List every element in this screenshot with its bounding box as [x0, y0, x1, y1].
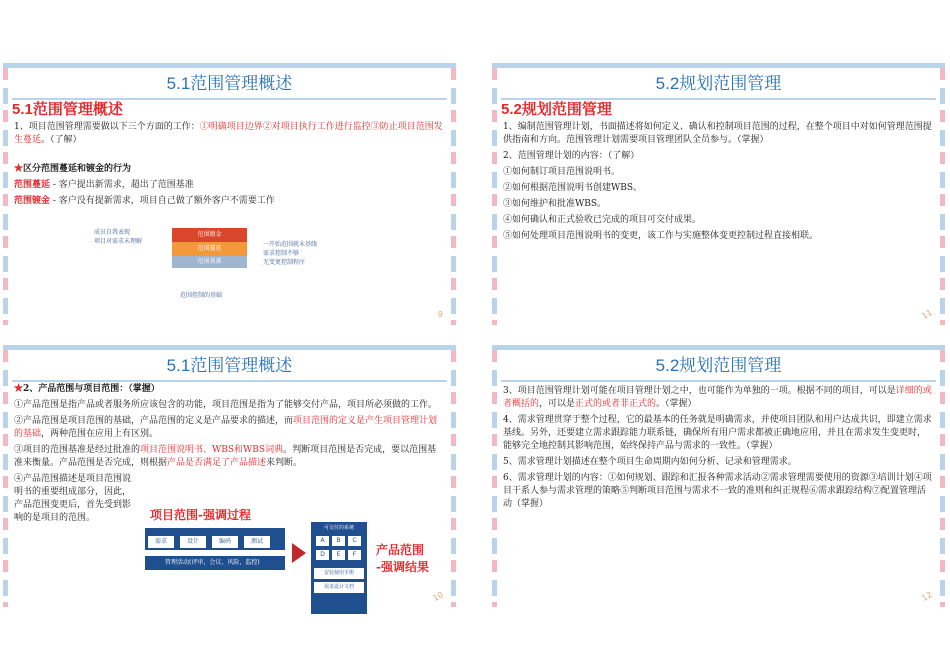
project-scope-label: 项目范围-强调过程 — [150, 508, 251, 522]
list-item: ⑤如何处理项目范围说明书的变更，该工作与实施整体变更控制过程直接相联。 — [503, 231, 819, 241]
page-number: 11 — [920, 308, 934, 321]
grid-footer: 安装使用手册 — [314, 568, 364, 579]
page-number: 9 — [437, 310, 443, 319]
slide-title: 5.2规划范围管理 — [655, 74, 782, 93]
slide-title: 5.1范围管理概述 — [166, 356, 293, 375]
section-heading: ★2、产品范围与项目范围：（掌握） — [14, 384, 160, 394]
paragraph-3: ③项目的范围基准是经过批准的项目范围说明书、WBS和WBS词典。判断项目范围是否完成，要以范围基准来衡量。产品范围是否完成，则根据产品是否满足了产品描述来判断。 — [14, 445, 437, 468]
management-activities: 管理活动(评审，会议，风险，监控) — [145, 556, 285, 570]
diagram-bottom-label: 范围控制的基础 — [180, 292, 223, 299]
diagram-right-note: 一开始范围就未基线 需求控制不够 无变更控制程序 — [263, 241, 318, 266]
grid-cell: A — [316, 536, 329, 546]
para-text: 1、项目范围管理需要做以下三个方面的工作： — [14, 122, 200, 132]
paragraph-4: ④产品范围描述是项目范围说明书的重要组成部分，因此，产品范围变更后，首先受到影响的是项目的范围。 — [14, 474, 132, 523]
paragraph-4: 4、需求管理贯穿于整个过程，它的最基本的任务就是明确需求，并使项目团队和用户达成共识，即建立需求基线。另外，还要建立需求跟踪能力联系链，确保所有用户需求都被正确地应用，并且在需求发生变更时，能够完全地控制其影响范围，始终保持产品与需求的一致性。（掌握） — [503, 415, 932, 451]
creep-line: 范围蔓延 - 客户提出新需求，超出了范围基准 — [14, 180, 194, 190]
grid-cell: D — [316, 550, 329, 560]
paragraph-1 — [14, 121, 445, 147]
title-divider — [501, 98, 936, 100]
product-scope-label: 产品范围 -强调结果 — [376, 543, 429, 574]
slide-11 — [492, 63, 945, 325]
title-divider — [501, 380, 936, 382]
flow-step: 设计 — [180, 536, 206, 548]
title-divider — [12, 98, 447, 100]
title-divider — [12, 380, 447, 382]
slide-subtitle: 5.1范围管理概述 — [12, 101, 123, 118]
grid-footer: 需求设计文档 — [314, 582, 364, 593]
layer-gold: 范围镀金 — [172, 228, 247, 242]
star-heading: ★区分范围蔓延和镀金的行为 — [14, 164, 132, 174]
flow-step: 编码 — [212, 536, 238, 548]
para-text-end: 。（了解） — [41, 135, 82, 145]
grid-cell: E — [332, 550, 345, 560]
gold-line: 范围镀金 - 客户没有提新需求，项目自己做了额外客户不需要工作 — [14, 196, 275, 206]
grid-cell: C — [348, 536, 361, 546]
layer-creep: 范围蔓延 — [172, 242, 247, 256]
list-item: ①如何制订项目范围说明书。 — [503, 167, 621, 177]
deliverable-system — [311, 522, 367, 614]
list-item: ④如何确认和正式验收已完成的项目可交付成果。 — [503, 215, 702, 225]
slide-12 — [492, 345, 945, 607]
page-number: 10 — [431, 590, 445, 603]
paragraph-1: ①产品范围是指产品或者服务所应该包含的功能，项目范围是指为了能够交付产品，项目所必须做的工作。 — [14, 400, 438, 410]
creep-gold-diagram — [80, 224, 350, 304]
paragraph-3: 3、项目范围管理计划可能在项目管理计划之中，也可能作为单独的一项。根据不同的项目，可以是详细的或者概括的，可以是正式的或者非正式的。（掌握） — [503, 386, 932, 409]
grid-header: 可交付的系统 — [323, 525, 354, 531]
page-number: 12 — [920, 590, 934, 603]
slide-title: 5.1范围管理概述 — [166, 74, 293, 93]
list-item: ②如何根据范围说明书创建WBS。 — [503, 183, 643, 193]
paragraph-6: 6、需求管理计划的内容：①如何规划、跟踪和汇报各种需求活动②需求管理需要使用的资源③培训计划④项目干系人参与需求管理的策略⑤判断项目范围与需求不一致的准则和纠正规程⑥需求跟踪结构⑦配置管理活动（掌握） — [503, 473, 932, 509]
grid-cell: F — [348, 550, 361, 560]
list-item: ③如何维护和批准WBS。 — [503, 199, 607, 209]
layer-baseline: 范围基准 — [172, 256, 247, 268]
paragraph-2: ②产品范围是项目范围的基础，产品范围的定义是产品要求的描述，而项目范围的定义是产生项目管理计划的基础，两种范围在应用上有区别。 — [14, 416, 438, 439]
diagram-left-note: 成员自我表现 项目对需求未理解 — [94, 229, 143, 245]
slide-subtitle: 5.2规划范围管理 — [501, 101, 612, 118]
arrow-right-icon — [292, 543, 306, 563]
paragraph-1: 1、编制范围管理计划，书面描述将如何定义、确认和控制项目范围的过程，在整个项目中对如何管理范围提供指南和方向。范围管理计划需要项目管理团队全员参与。（掌握） — [503, 122, 932, 145]
paragraph-2: 2、范围管理计划的内容：（了解） — [503, 151, 640, 161]
grid-cell: B — [332, 536, 345, 546]
paragraph-5: 5、需求管理计划描述在整个项目生命周期内如何分析、记录和管理需求。 — [503, 457, 797, 467]
slide-title: 5.2规划范围管理 — [655, 356, 782, 375]
flow-step: 测试 — [244, 536, 270, 548]
para-highlight: ①明确项目边界②对项目执行工作进行监控③防止项目范围发生蔓延 — [14, 122, 443, 145]
process-flow — [145, 528, 285, 550]
flow-step: 需求 — [148, 536, 174, 548]
